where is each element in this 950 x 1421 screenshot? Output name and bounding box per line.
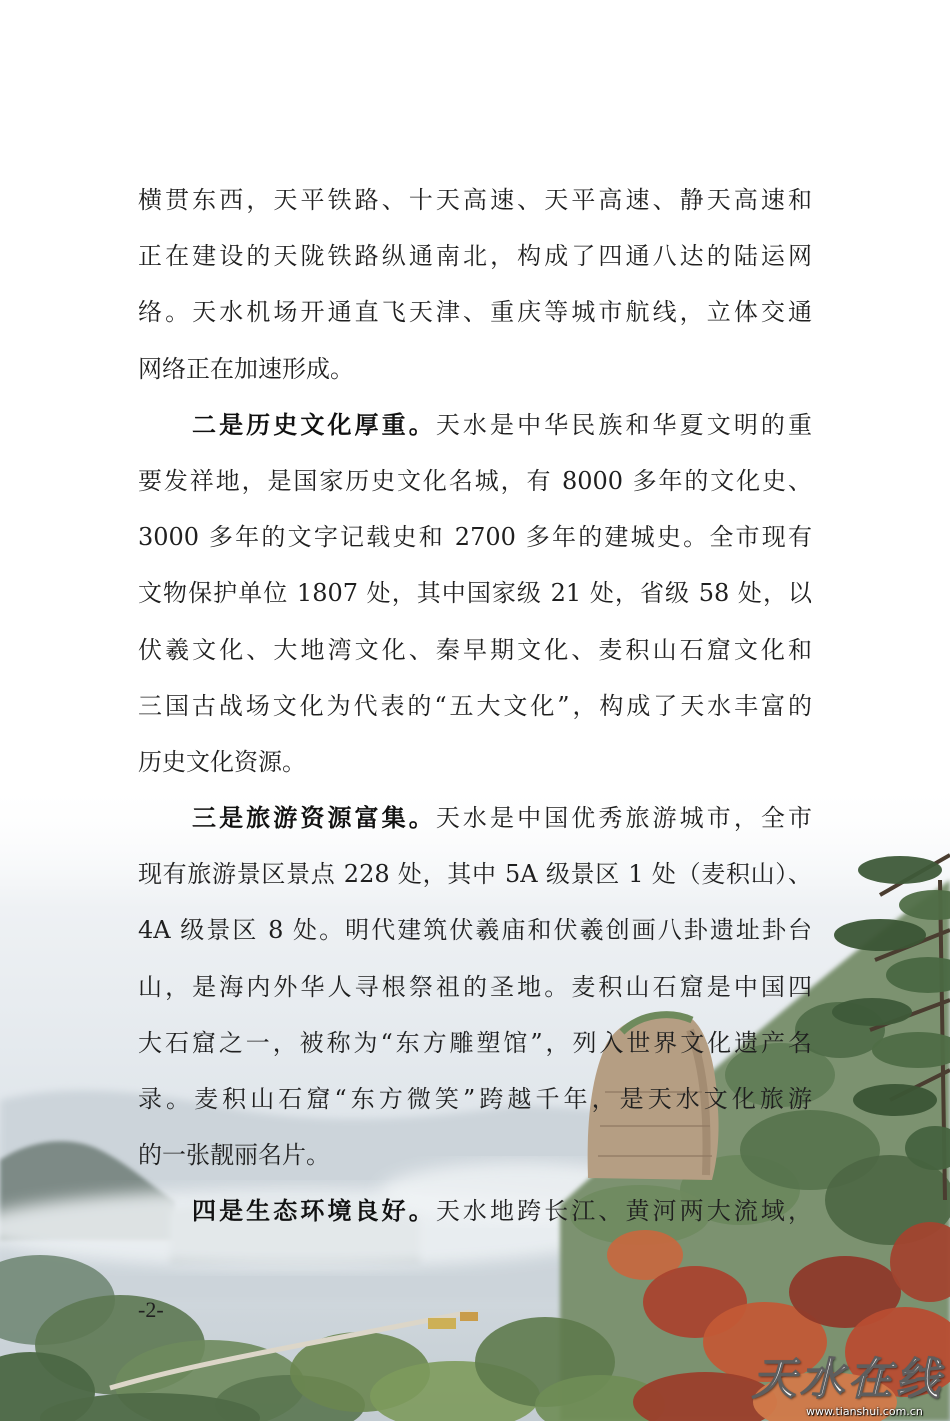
pine-needles — [853, 1084, 937, 1116]
paragraph — [138, 172, 812, 397]
building — [428, 1318, 456, 1329]
text-line — [138, 1183, 812, 1239]
paragraph-lead: 三是旅游资源富集。 — [192, 803, 436, 833]
text-line — [138, 397, 812, 453]
paragraph-lead: 二是历史文化厚重。 — [192, 409, 436, 439]
paragraph-lead: 四是生态环境良好。 — [192, 1196, 436, 1226]
text-line: 的一张靓丽名片。 — [138, 1141, 330, 1170]
text-line: 要发祥地，是国家历史文化名城，有 8000 多年的文化史、 — [138, 466, 812, 495]
paragraph-tourism-resources — [138, 790, 812, 1183]
paragraph-history-culture — [138, 397, 812, 790]
text-span: 天水是中国优秀旅游城市，全市 — [435, 804, 812, 833]
text-line: 大石窟之一，被称为“东方雕塑馆”，列入世界文化遗产名 — [138, 1028, 812, 1057]
pine-needles — [832, 998, 912, 1026]
text-line: 3000 多年的文字记载史和 2700 多年的建城史。全市现有 — [138, 523, 812, 552]
text-line: 4A 级景区 8 处。明代建筑伏羲庙和伏羲创画八卦遗址卦台 — [138, 916, 812, 945]
text-line: 三国古战场文化为代表的“五大文化”，构成了天水丰富的 — [138, 691, 812, 720]
paragraph-ecology — [138, 1183, 812, 1239]
page-number: -2- — [138, 1297, 164, 1322]
text-line: 山，是海内外华人寻根祭祖的圣地。麦积山石窟是中国四 — [138, 972, 812, 1001]
pine-needles — [834, 919, 926, 951]
body-text — [138, 172, 812, 1240]
text-line: 横贯东西，天平铁路、十天高速、天平高速、静天高速和 — [138, 186, 812, 214]
text-line: 络。天水机场开通直飞天津、重庆等城市航线，立体交通 — [138, 298, 812, 327]
text-line: 网络正在加速形成。 — [138, 354, 354, 383]
text-span: 天水是中华民族和华夏文明的重 — [435, 410, 812, 439]
watermark-logo-text: 天水在线 — [752, 1354, 944, 1405]
text-line: 正在建设的天陇铁路纵通南北，构成了四通八达的陆运网 — [138, 242, 812, 271]
text-line: 伏羲文化、大地湾文化、秦早期文化、麦积山石窟文化和 — [138, 635, 812, 664]
text-line: 历史文化资源。 — [138, 747, 306, 776]
pine-needles — [858, 856, 942, 884]
text-span: 天水地跨长江、黄河两大流域， — [435, 1197, 812, 1226]
watermark-url: www.tianshui.com.cn — [806, 1405, 923, 1418]
text-line: 录。麦积山石窟“东方微笑”跨越千年，是天水文化旅游 — [138, 1085, 812, 1113]
text-line — [138, 790, 812, 846]
building — [460, 1312, 478, 1321]
text-line: 文物保护单位 1807 处，其中国家级 21 处，省级 58 处，以 — [138, 579, 812, 608]
text-line: 现有旅游景区景点 228 处，其中 5A 级景区 1 处（麦积山）、 — [138, 860, 812, 889]
